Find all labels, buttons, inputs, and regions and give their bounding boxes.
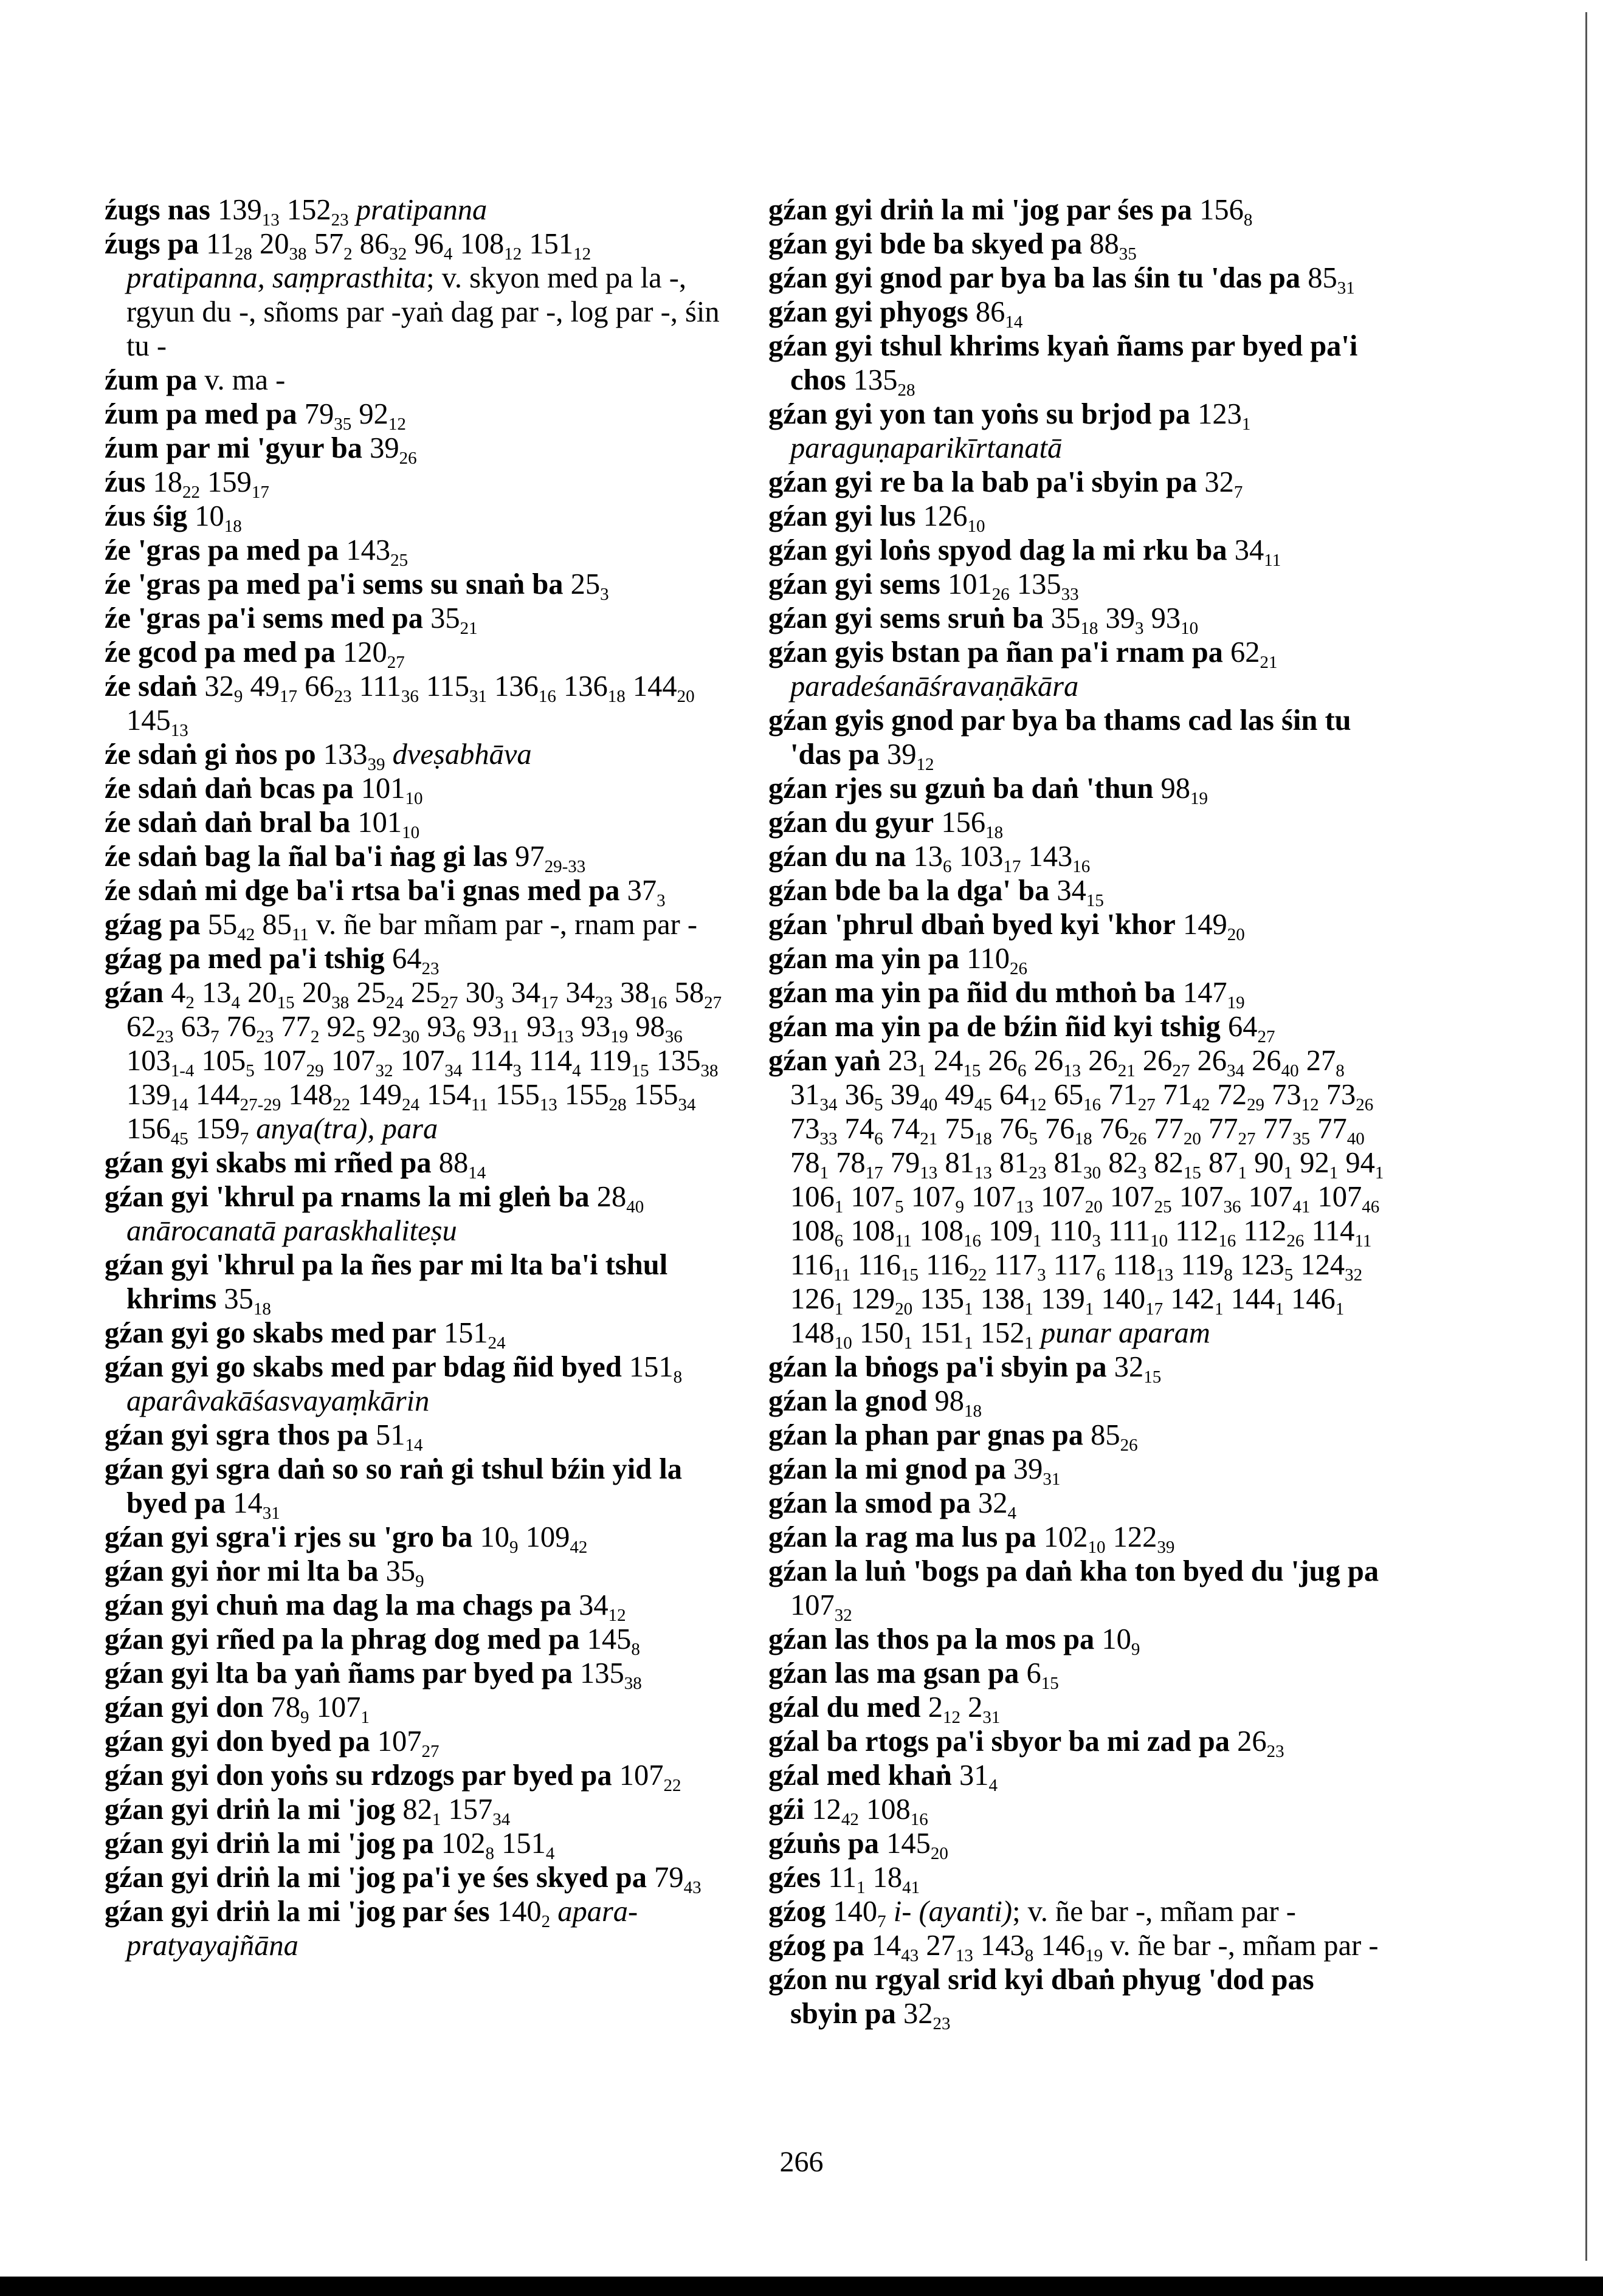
index-entry xyxy=(768,1487,1388,1521)
entry-headword: gźan gyi driṅ la mi 'jog pa xyxy=(105,1827,434,1860)
index-entry xyxy=(105,1316,725,1353)
entry-references: $101_{10}$ xyxy=(357,806,420,842)
entry-references: $32_4$ xyxy=(977,1487,1016,1523)
index-entry xyxy=(105,976,725,1149)
entry-headword: gźog pa xyxy=(768,1930,864,1962)
entry-references: $11_1$ $18_{41}$ xyxy=(828,1861,920,1897)
entry-headword: gźan gyi gnod par bya ba las śin tu 'das pa xyxy=(768,262,1301,294)
entry-references: $143_{25}$ xyxy=(346,534,409,570)
entry-references: $85_{26}$ xyxy=(1091,1419,1138,1455)
entry-references: $14_{31}$ xyxy=(233,1487,280,1523)
entry-references: $98_{19}$ xyxy=(1160,772,1208,808)
index-entry xyxy=(768,1895,1388,1929)
entry-headword: gźan la mi gnod pa xyxy=(768,1453,1006,1485)
entry-headword: źe sdaṅ bag la ñal ba'i ṅag gi las xyxy=(105,840,508,873)
index-entry xyxy=(105,840,725,874)
index-entry xyxy=(105,397,725,434)
entry-headword: gźan gyi 'khrul pa rnams la mi gleṅ ba xyxy=(105,1181,590,1213)
index-entry xyxy=(768,1793,1388,1827)
entry-headword: gźan gyi tshul khrims kyaṅ ñams par byed pa'i chos xyxy=(768,330,1358,396)
index-entry xyxy=(768,1384,1388,1421)
entry-references: $26_{23}$ xyxy=(1237,1725,1284,1761)
entry-headword: gźal ba rtogs pa'i sbyor ba mi zad pa xyxy=(768,1725,1230,1758)
entry-headword: gźog xyxy=(768,1896,826,1928)
entry-references: $101_{10}$ xyxy=(360,772,423,808)
entry-references: $107_{32}$ xyxy=(790,1589,852,1625)
entry-references: $88_{14}$ xyxy=(438,1147,486,1183)
entry-headword: gźuṅs pa xyxy=(768,1827,879,1860)
entry-references: $101_{26}$ $135_{33}$ xyxy=(948,568,1079,604)
entry-references: $34_{11}$ xyxy=(1234,534,1281,570)
entry-headword: gźan gyi sgra'i rjes su 'gro ba xyxy=(105,1521,473,1553)
scan-bottom-edge xyxy=(0,2277,1603,2296)
index-entry xyxy=(105,1180,725,1248)
right-column xyxy=(768,193,1388,2031)
entry-references: $98_{18}$ xyxy=(934,1385,982,1421)
entry-references: $13_6$ $103_{17}$ $143_{16}$ xyxy=(913,840,1091,876)
entry-headword: gźan gyi skabs mi rñed pa xyxy=(105,1147,432,1179)
entry-headword: gźan gyi lus xyxy=(768,500,916,532)
cross-reference: ; v. ñe bar -, mñam par - xyxy=(1012,1896,1296,1928)
index-entry xyxy=(105,466,725,500)
entry-headword: gźal du med xyxy=(768,1691,921,1724)
index-entry xyxy=(768,1555,1388,1623)
index-entry xyxy=(768,568,1388,602)
index-entry xyxy=(105,806,725,840)
index-entry xyxy=(105,1691,725,1725)
scan-margin-line xyxy=(1585,12,1587,2261)
entry-headword: gźan du gyur xyxy=(768,806,934,839)
sanskrit-equivalent: punar aparam xyxy=(1041,1317,1210,1349)
index-entry xyxy=(768,1623,1388,1657)
entry-headword: gźan gyi don yoṅs su rdzogs par byed pa xyxy=(105,1759,612,1792)
index-entry xyxy=(105,1452,725,1521)
entry-references: $35_{18}$ xyxy=(224,1283,271,1319)
entry-headword: źe 'gras pa med pa xyxy=(105,534,339,566)
index-entry xyxy=(105,227,725,363)
entry-references: $123_1$ xyxy=(1198,398,1251,434)
sanskrit-equivalent: anya(tra), para xyxy=(256,1113,438,1145)
index-entry xyxy=(768,1861,1388,1895)
index-entry xyxy=(105,1521,725,1555)
index-entry xyxy=(768,1010,1388,1047)
sanskrit-equivalent: paraguṇaparikīrtanatā xyxy=(790,432,1063,464)
entry-references: $149_{20}$ xyxy=(1182,909,1245,944)
entry-headword: gźes xyxy=(768,1861,821,1894)
index-entry xyxy=(105,1248,725,1319)
entry-headword: gźan la smod pa xyxy=(768,1487,971,1519)
sanskrit-equivalent: apara-pratyayajñāna xyxy=(126,1896,638,1962)
entry-references: $35_{21}$ xyxy=(430,602,478,638)
index-entry xyxy=(768,636,1388,704)
index-entry xyxy=(105,942,725,976)
entry-references: $145_8$ xyxy=(587,1623,640,1659)
entry-headword: gźan gyi don xyxy=(105,1691,264,1724)
entry-headword: źum pa med pa xyxy=(105,398,297,430)
entry-references: $28_{40}$ xyxy=(596,1181,644,1217)
entry-headword: gźan gyi go skabs med par xyxy=(105,1317,436,1349)
index-entry xyxy=(105,534,725,568)
entry-headword: gźon nu rgyal srid kyi dbaṅ phyug 'dod pas sbyin pa xyxy=(768,1964,1314,2030)
entry-references: $135_{38}$ xyxy=(580,1657,642,1693)
entry-references: $86_{14}$ xyxy=(975,296,1023,332)
cross-reference: v. ma - xyxy=(197,364,286,396)
entry-references: $82_1$ $157_{34}$ xyxy=(402,1793,511,1829)
index-entry xyxy=(768,534,1388,568)
entry-references: $120_{27}$ xyxy=(343,636,405,672)
entry-headword: gźan la luṅ 'bogs pa daṅ kha ton byed du 'jug pa xyxy=(768,1555,1379,1587)
index-entry xyxy=(105,636,725,670)
entry-references: $34_{12}$ xyxy=(579,1589,626,1625)
entry-headword: gźan 'phrul dbaṅ byed kyi 'khor xyxy=(768,909,1176,941)
index-entry xyxy=(105,1657,725,1691)
entry-headword: gźan gyi chuṅ ma dag la ma chags pa xyxy=(105,1589,572,1621)
entry-headword: źus xyxy=(105,466,146,498)
index-entry xyxy=(768,1044,1388,1353)
entry-headword: gźan gyi phyogs xyxy=(768,296,968,328)
index-entry xyxy=(768,806,1388,840)
entry-headword: gźan gyi yon tan yoṅs su brjod pa xyxy=(768,398,1190,430)
entry-references: $2_{12}$ $2_{31}$ xyxy=(928,1691,1001,1727)
entry-references: $37_3$ xyxy=(627,875,666,910)
entry-headword: gźan gyi lta ba yaṅ ñams par byed pa xyxy=(105,1657,573,1689)
entry-references: $110_{26}$ xyxy=(967,943,1028,978)
index-entry xyxy=(768,874,1388,908)
entry-headword: źus śig xyxy=(105,500,188,532)
index-entry xyxy=(768,942,1388,976)
cross-reference: v. ñe bar -, mñam par - xyxy=(1103,1930,1379,1962)
entry-headword: gźan du na xyxy=(768,840,906,873)
index-entry xyxy=(105,602,725,636)
entry-references: $79_{43}$ xyxy=(654,1861,702,1897)
entry-headword: źum par mi 'gyur ba xyxy=(105,432,362,464)
entry-headword: gźag pa xyxy=(105,909,201,941)
entry-references: $140_2$ xyxy=(497,1896,551,1931)
index-entry xyxy=(105,1895,725,1963)
index-entry xyxy=(105,363,725,397)
entry-references: $140_7$ xyxy=(833,1896,886,1931)
entry-headword: źe 'gras pa'i sems med pa xyxy=(105,602,424,634)
index-entry xyxy=(105,1725,725,1759)
sanskrit-equivalent: dveṣabhāva xyxy=(392,738,532,771)
entry-headword: gźan las ma gsan pa xyxy=(768,1657,1019,1689)
entry-references: $85_{31}$ xyxy=(1308,262,1355,298)
sanskrit-equivalent: anārocanatā paraskhaliteṣu xyxy=(126,1215,457,1247)
entry-references: $107_{22}$ xyxy=(619,1759,681,1795)
entry-references: $32_{23}$ xyxy=(903,1998,951,2033)
index-entry xyxy=(105,874,725,908)
entry-headword: gźan bde ba la dga' ba xyxy=(768,875,1050,907)
entry-headword: źe sdaṅ xyxy=(105,670,198,703)
entry-references: $62_{21}$ xyxy=(1230,636,1278,672)
index-entry xyxy=(105,1146,725,1183)
entry-references: $35_{18}$ $39_3$ $93_{10}$ xyxy=(1050,602,1199,638)
entry-references: $151_{24}$ xyxy=(443,1317,506,1353)
index-entry xyxy=(105,670,725,738)
entry-references: $133_{39}$ xyxy=(323,738,385,774)
sanskrit-equivalent: i- (ayanti) xyxy=(893,1896,1013,1928)
entry-headword: gźan la gnod xyxy=(768,1385,928,1417)
sanskrit-equivalent: pratipanna xyxy=(356,194,488,226)
entry-references: $55_{42}$ $85_{11}$ xyxy=(207,909,309,944)
entry-headword: gźan ma yin pa de bźin ñid kyi tshig xyxy=(768,1011,1221,1043)
entry-headword: gźan gyi sems sruṅ ba xyxy=(768,602,1044,634)
index-entry xyxy=(768,908,1388,942)
entry-references: $107_{27}$ xyxy=(377,1725,440,1761)
entry-headword: gźan gyi driṅ la mi 'jog par śes pa xyxy=(768,194,1193,226)
sanskrit-equivalent: paradeśanāśravaṇākāra xyxy=(790,670,1079,703)
entry-references: $156_8$ xyxy=(1199,194,1253,230)
entry-references: $32_{15}$ xyxy=(1114,1351,1162,1387)
index-entry xyxy=(768,772,1388,806)
entry-headword: gźag pa med pa'i tshig xyxy=(105,943,385,975)
index-entry xyxy=(768,227,1388,264)
entry-headword: gźan gyi sgra daṅ so so raṅ gi tshul bźin yid la byed pa xyxy=(105,1453,682,1519)
index-entry xyxy=(768,1827,1388,1861)
entry-references: $39_{26}$ xyxy=(370,432,417,468)
entry-headword: gźan las thos pa la mos pa xyxy=(768,1623,1095,1655)
entry-headword: źe gcod pa med pa xyxy=(105,636,336,669)
index-entry xyxy=(768,500,1388,534)
index-entry xyxy=(768,602,1388,636)
entry-references: $35_9$ xyxy=(385,1555,424,1591)
entry-references: $11_{28}$ $20_{38}$ $57_2$ $86_{32}$ $96_4$ $108_{12}$ $151_{12}$ xyxy=(206,228,591,264)
entry-references: $79_{35}$ $92_{12}$ xyxy=(304,398,406,434)
entry-references: $145_{20}$ xyxy=(886,1827,948,1863)
index-entry xyxy=(768,1963,1388,2031)
sanskrit-equivalent: aparâvakāśasvayaṃkārin xyxy=(126,1385,430,1417)
entry-headword: gźan xyxy=(105,977,164,1009)
entry-headword: gźan ma yin pa ñid du mthoṅ ba xyxy=(768,977,1176,1009)
index-entry xyxy=(768,1929,1388,1963)
index-entry xyxy=(768,466,1388,500)
entry-references: $39_{31}$ xyxy=(1013,1453,1061,1489)
entry-references: $14_{43}$ $27_{13}$ $143_8$ $146_{19}$ xyxy=(871,1930,1103,1965)
cross-reference: ; v. skyon med pa la -, rgyun du -, sñoms par -yaṅ dag par -, log par -, śin tu - xyxy=(126,262,720,362)
entry-headword: źe sdaṅ daṅ bcas pa xyxy=(105,772,354,805)
entry-headword: źe 'gras pa med pa'i sems su snaṅ ba xyxy=(105,568,564,600)
entry-references: $12_{42}$ $108_{16}$ xyxy=(812,1793,928,1829)
index-entry xyxy=(105,1793,725,1827)
entry-references: $10_9$ $109_{42}$ xyxy=(480,1521,588,1557)
index-entry xyxy=(768,1521,1388,1555)
index-entry xyxy=(768,704,1388,772)
index-entry xyxy=(105,568,725,602)
index-entry xyxy=(768,1452,1388,1487)
entry-references: $64_{27}$ xyxy=(1228,1011,1275,1047)
entry-references: $32_9$ $49_{17}$ $66_{23}$ $111_{36}$ $115_{31}$ $136_{16}$ $136_{18}$ $144_{20}$ $145_{13}$ xyxy=(126,670,695,740)
entry-references: $51_{14}$ xyxy=(375,1419,423,1455)
entry-references: $135_{28}$ xyxy=(853,364,915,400)
entry-headword: gźan rjes su gzuṅ ba daṅ 'thun xyxy=(768,772,1154,805)
entry-references: $78_9$ $107_1$ xyxy=(271,1691,370,1727)
entry-references: $102_8$ $151_4$ xyxy=(441,1827,555,1863)
index-entry xyxy=(105,738,725,772)
entry-references: $139_{13}$ $152_{23}$ xyxy=(217,194,349,230)
entry-headword: gźan gyi bde ba skyed pa xyxy=(768,228,1083,260)
entry-headword: gźan gyi driṅ la mi 'jog par śes xyxy=(105,1896,490,1928)
page-number: 266 xyxy=(779,2146,824,2178)
index-entry xyxy=(768,261,1388,298)
left-column xyxy=(105,193,725,1963)
entry-headword: gźan gyi don byed pa xyxy=(105,1725,370,1758)
index-entry xyxy=(768,329,1388,400)
entry-headword: gźan gyi go skabs med par bdag ñid byed xyxy=(105,1351,622,1383)
entry-headword: gźan gyi sgra thos pa xyxy=(105,1419,368,1451)
entry-references: $4_2$ $13_4$ $20_{15}$ $20_{38}$ $25_{24}$ $25_{27}$ $30_3$ $34_{17}$ $34_{23}$ $38_{16}$ $58_{27}$ $62_{23}$ $63_7$ $76_{23}$ $77_2$ $92_5$ $92_{30}$ $93_6$ $93_{11}$ $93_{13}$ $93_{19}$ $98_{36}$ $103_{1-4}$ $105_5$ $107_{29}$ $107_{32}$ $107_{34}$ $114_3$ $114_4$ $119_{15}$ $135_{38}$ $139_{14}$ $144_{27-29}$ $148_{22}$ $149_{24}$ $154_{11}$ $155_{13}$ $155_{28}$ $155_{34}$ $156_{45}$ $159_7$ xyxy=(126,977,722,1149)
entry-headword: gźan yaṅ xyxy=(768,1045,881,1077)
entry-headword: źe sdaṅ mi dge ba'i rtsa ba'i gnas med pa xyxy=(105,875,620,907)
index-entry xyxy=(105,1759,725,1793)
entry-headword: gźan gyi re ba la bab pa'i sbyin pa xyxy=(768,466,1198,498)
entry-references: $23_1$ $24_{15}$ $26_6$ $26_{13}$ $26_{21}$ $26_{27}$ $26_{34}$ $26_{40}$ $27_8$ $31_{34}$ $36_5$ $39_{40}$ $49_{45}$ $64_{12}$ $65_{16}$ $71_{27}$ $71_{42}$ $72_{29}$ $73_{12}$ $73_{26}$ $73_{33}$ $74_6$ $74_{21}$ $75_{18}$ $76_5$ $76_{18}$ $76_{26}$ $77_{20}$ $77_{27}$ $77_{35}$ $77_{40}$ $78_1$ $78_{17}$ $79_{13}$ $81_{13}$ $81_{23}$ $81_{30}$ $82_3$ $82_{15}$ $87_1$ $90_1$ $92_1$ $94_1$ $106_1$ $107_5$ $107_9$ $107_{13}$ $107_{20}$ $107_{25}$ $107_{36}$ $107_{41}$ $107_{46}$ $108_6$ $108_{11}$ $108_{16}$ $109_1$ $110_3$ $111_{10}$ $112_{16}$ $112_{26}$ $114_{11}$ $116_{11}$ $116_{15}$ $116_{22}$ $117_3$ $117_6$ $118_{13}$ $119_8$ $123_5$ $124_{32}$ $126_1$ $129_{20}$ $135_1$ $138_1$ $139_1$ $140_{17}$ $142_1$ $144_1$ $146_1$ $148_{10}$ $150_1$ $151_1$ $152_1$ xyxy=(790,1045,1384,1353)
entry-headword: gźan gyi driṅ la mi 'jog pa'i ye śes skyed pa xyxy=(105,1861,647,1894)
entry-references: $32_7$ xyxy=(1204,466,1243,502)
entry-references: $88_{35}$ xyxy=(1089,228,1137,264)
index-entry xyxy=(768,1418,1388,1455)
index-entry xyxy=(105,1861,725,1895)
index-entry xyxy=(768,193,1388,230)
index-entry xyxy=(768,1691,1388,1725)
entry-references: $39_{12}$ xyxy=(887,738,934,774)
index-entry xyxy=(105,1350,725,1418)
entry-headword: gźan gyis bstan pa ñan pa'i rnam pa xyxy=(768,636,1223,669)
index-entry xyxy=(768,1759,1388,1793)
index-entry xyxy=(105,1623,725,1657)
entry-references: $25_3$ xyxy=(570,568,609,604)
entry-references: $147_{19}$ xyxy=(1182,977,1245,1012)
index-entry xyxy=(105,1589,725,1623)
sanskrit-equivalent: pratipanna, saṃprasthita xyxy=(126,262,427,294)
entry-headword: źum pa xyxy=(105,364,198,396)
index-entry xyxy=(768,1657,1388,1691)
entry-headword: źe sdaṅ daṅ bral ba xyxy=(105,806,351,839)
index-entry xyxy=(105,1827,725,1861)
entry-headword: gźan gyi ṅor mi lta ba xyxy=(105,1555,379,1587)
entry-references: $64_{23}$ xyxy=(391,943,440,978)
entry-headword: gźan gyi driṅ la mi 'jog xyxy=(105,1793,396,1826)
entry-headword: gźan gyi sems xyxy=(768,568,940,600)
index-entry xyxy=(768,840,1388,874)
index-entry xyxy=(768,1350,1388,1387)
index-entry xyxy=(768,976,1388,1010)
entry-headword: źe sdaṅ gi ṅos po xyxy=(105,738,316,771)
index-entry xyxy=(768,1725,1388,1759)
index-entry xyxy=(768,397,1388,466)
index-entry xyxy=(105,908,725,942)
entry-headword: gźan gyi rñed pa la phrag dog med pa xyxy=(105,1623,580,1655)
index-entry xyxy=(105,1418,725,1455)
cross-reference: v. ñe bar mñam par -, rnam par - xyxy=(308,909,698,941)
index-entry xyxy=(105,500,725,534)
index-entry xyxy=(105,772,725,806)
entry-headword: gźal med khaṅ xyxy=(768,1759,952,1792)
entry-references: $156_{18}$ xyxy=(941,806,1004,842)
entry-references: $34_{15}$ xyxy=(1057,875,1104,910)
entry-references: $6_{15}$ xyxy=(1026,1657,1059,1693)
entry-references: $151_8$ xyxy=(629,1351,683,1387)
index-entry xyxy=(105,193,725,230)
entry-references: $10_{18}$ xyxy=(195,500,242,536)
entry-headword: gźan gyi 'khrul pa la ñes par mi lta ba'i tshul khrims xyxy=(105,1249,668,1315)
entry-references: $97_{29-33}$ xyxy=(515,840,586,876)
entry-headword: gźan ma yin pa xyxy=(768,943,959,975)
index-entry xyxy=(105,1555,725,1589)
index-entry xyxy=(768,295,1388,332)
entry-headword: gźan gyi loṅs spyod dag la mi rku ba xyxy=(768,534,1227,566)
entry-headword: źugs pa xyxy=(105,228,199,260)
entry-references: $102_{10}$ $122_{39}$ xyxy=(1043,1521,1175,1557)
entry-headword: gźan la phan par gnas pa xyxy=(768,1419,1083,1451)
entry-references: $126_{10}$ xyxy=(923,500,985,536)
index-entry xyxy=(105,431,725,466)
entry-headword: gźi xyxy=(768,1793,805,1826)
entry-headword: gźan gyis gnod par bya ba thams cad las śin tu 'das pa xyxy=(768,704,1351,771)
entry-references: $18_{22}$ $159_{17}$ xyxy=(153,466,269,502)
entry-headword: gźan la rag ma lus pa xyxy=(768,1521,1036,1553)
entry-references: $10_9$ xyxy=(1101,1623,1140,1659)
entry-references: $31_4$ xyxy=(959,1759,998,1795)
entry-headword: gźan la bṅogs pa'i sbyin pa xyxy=(768,1351,1107,1383)
entry-headword: źugs nas xyxy=(105,194,210,226)
